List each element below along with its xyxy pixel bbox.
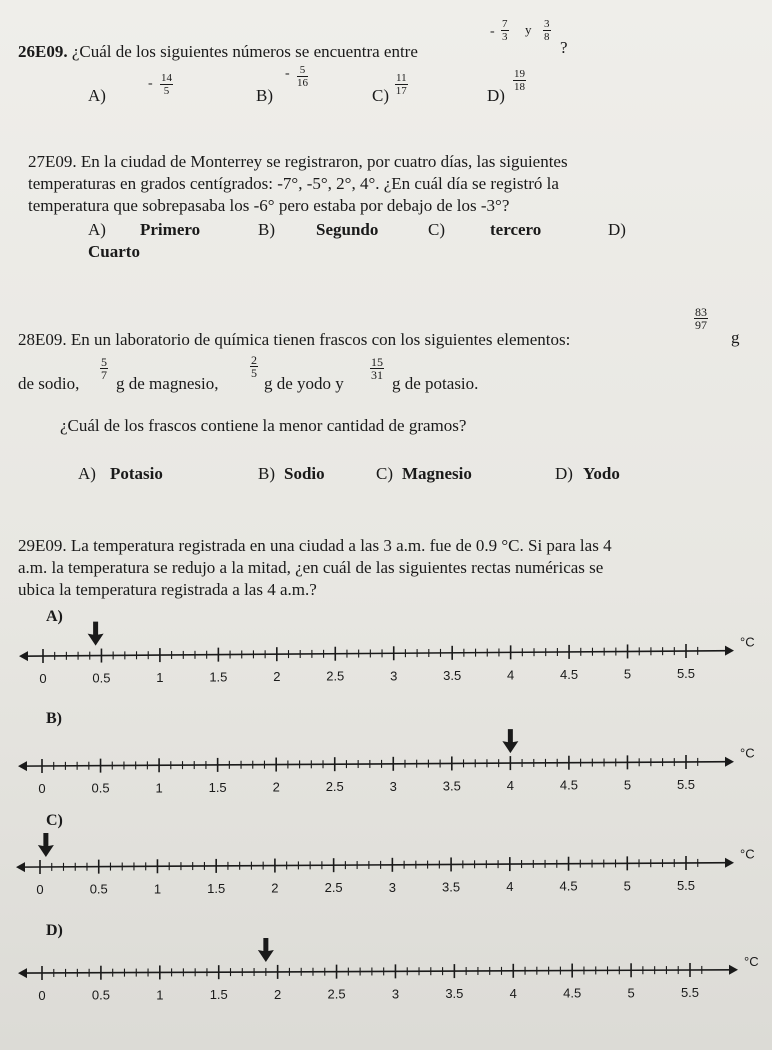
unit-label: °C	[740, 634, 755, 650]
q27-option-b-text[interactable]: Segundo	[316, 220, 379, 239]
tick-label: 3	[390, 668, 398, 684]
left-arrowhead-icon	[18, 968, 27, 978]
left-arrowhead-icon	[18, 761, 27, 771]
tick-label: 1.5	[207, 880, 226, 896]
q28-line-2-c: g de yodo y	[264, 374, 344, 393]
q26-option-d-letter[interactable]: D)	[487, 86, 505, 105]
q27-line-2: temperaturas en grados centígrados: -7°, -5°, 2°, 4°. ¿En cuál día se registró la	[28, 174, 559, 193]
q28-option-c-text[interactable]: Magnesio	[402, 464, 472, 483]
q29-option-a-label[interactable]: A)	[46, 608, 63, 625]
tick-label: 4	[506, 879, 514, 895]
q27-line-1: 27E09. En la ciudad de Monterrey se registraron, por cuatro días, las siguientes	[28, 152, 568, 171]
right-arrowhead-icon	[725, 858, 734, 868]
q26-question-mark: ?	[560, 38, 568, 57]
tick-label: 5	[627, 985, 635, 1001]
tick-label: 0	[38, 781, 46, 796]
right-arrowhead-icon	[729, 965, 738, 975]
tick-label: 1	[156, 987, 164, 1003]
tick-label: 2.5	[325, 779, 344, 795]
tick-label: 5	[623, 878, 631, 894]
q26-range-y: y	[525, 22, 532, 37]
q27-option-c-text[interactable]: tercero	[490, 220, 542, 239]
left-arrowhead-icon	[19, 651, 28, 661]
q26-option-a-fraction[interactable]: $\frac{14}{5}$	[161, 72, 172, 97]
q28-question: ¿Cuál de los frascos contiene la menor cantidad de gramos?	[60, 416, 467, 435]
number-line-b-axis	[22, 762, 730, 766]
tick-label: 0.5	[92, 670, 111, 686]
number-line-d-axis	[22, 970, 734, 973]
q26-option-b-letter[interactable]: B)	[256, 86, 273, 105]
tick-label: 5.5	[676, 666, 696, 681]
left-arrowhead-icon	[16, 862, 25, 872]
unit-label: °C	[744, 953, 759, 969]
q26-option-c-fraction[interactable]: $\frac{11}{17}$	[395, 72, 407, 97]
tick-label: 5	[623, 666, 632, 682]
q29-line-2: a.m. la temperatura se redujo a la mitad, ¿en cuál de las siguientes rectas numéricas se	[18, 558, 604, 577]
tick-label: 3.5	[442, 879, 461, 895]
tick-label: 4.5	[563, 985, 582, 1001]
q26-range-a-sign: -	[490, 24, 495, 39]
marker-arrow-icon	[38, 833, 54, 857]
tick-label: 0	[39, 671, 47, 686]
tick-label: 4	[507, 667, 515, 683]
q29-option-d-label[interactable]: D)	[46, 922, 63, 939]
q27-option-b-letter[interactable]: B)	[258, 220, 275, 239]
number-line-a-axis	[23, 651, 730, 656]
right-arrowhead-icon	[725, 757, 734, 767]
tick-label: 4.5	[560, 666, 579, 682]
tick-label: 0.5	[91, 987, 110, 1003]
marker-arrow-icon	[258, 938, 274, 962]
tick-label: 2	[273, 669, 281, 685]
q27-option-d-letter[interactable]: D)	[608, 220, 626, 239]
marker-arrow-icon	[502, 729, 518, 753]
q27-option-d-text[interactable]: Cuarto	[88, 242, 140, 261]
q28-sodium-fraction: $\frac{83}{97}$	[695, 305, 707, 332]
q26-option-d-fraction[interactable]: $\frac{19}{18}$	[514, 68, 525, 93]
q29-line-3: ubica la temperatura registrada a las 4 a.m.?	[18, 580, 317, 599]
q26-option-b-sign: -	[285, 66, 290, 81]
tick-label: 5.5	[676, 878, 696, 893]
tick-label: 0.5	[89, 881, 108, 897]
marker-arrow-icon	[88, 622, 104, 646]
tick-label: 4	[506, 778, 514, 794]
q26-range-b-fraction: $\frac{3}{8}$	[544, 18, 550, 43]
q28-line-2-a: de sodio,	[18, 374, 80, 393]
q28-option-d-letter[interactable]: D)	[555, 464, 573, 483]
q28-option-c-letter[interactable]: C)	[376, 464, 393, 483]
q28-unit-g: g	[731, 328, 740, 347]
q28-potassium-fraction: $\frac{15}{31}$	[371, 355, 383, 382]
tick-label: 2	[271, 880, 279, 896]
q27-option-c-letter[interactable]: C)	[428, 220, 445, 239]
tick-label: 1	[156, 670, 164, 686]
tick-label: 0.5	[91, 780, 110, 796]
tick-label: 5	[623, 777, 632, 793]
tick-label: 3.5	[443, 667, 462, 683]
q26-option-c-letter[interactable]: C)	[372, 86, 389, 105]
tick-label: 3.5	[445, 986, 464, 1002]
tick-label: 2.5	[326, 668, 345, 684]
q28-option-a-text[interactable]: Potasio	[110, 464, 163, 483]
number-line-c-axis	[20, 863, 730, 867]
q26-text: ¿Cuál de los siguientes números se encuentra entre	[71, 42, 418, 61]
tick-label: 2	[274, 986, 282, 1002]
q28-magnesium-fraction: $\frac{5}{7}$	[101, 355, 107, 382]
tick-label: 1.5	[209, 669, 228, 685]
tick-label: 2	[272, 779, 280, 795]
tick-label: 2.5	[324, 880, 343, 896]
tick-label: 3	[389, 778, 397, 794]
tick-label: 0	[36, 882, 44, 897]
q28-option-b-letter[interactable]: B)	[258, 464, 275, 483]
q28-option-b-text[interactable]: Sodio	[284, 464, 325, 483]
q26-number: 26E09.	[18, 42, 68, 61]
q26-option-a-letter[interactable]: A)	[88, 86, 106, 105]
q27-line-3: temperatura que sobrepasaba los -6° pero estaba por debajo de los -3°?	[28, 196, 510, 215]
q28-iodine-fraction: $\frac{2}{5}$	[251, 353, 257, 380]
number-line-d[interactable]	[18, 938, 759, 1003]
q26-range-a-fraction: $\frac{7}{3}$	[502, 18, 508, 43]
q29-option-b-label[interactable]: B)	[46, 710, 62, 727]
tick-label: 1.5	[209, 987, 228, 1003]
tick-label: 0	[38, 988, 46, 1003]
unit-label: °C	[740, 745, 755, 761]
tick-label: 5.5	[680, 985, 700, 1000]
number-line-a[interactable]	[19, 622, 755, 686]
q28-line-2-d: g de potasio.	[392, 374, 479, 393]
q26-option-b-fraction[interactable]: $\frac{5}{16}$	[297, 64, 308, 89]
tick-label: 1.5	[208, 779, 227, 795]
tick-label: 5.5	[676, 777, 696, 792]
q28-option-d-text[interactable]: Yodo	[583, 464, 620, 483]
number-line-b[interactable]	[18, 729, 755, 796]
tick-label: 1	[153, 881, 162, 897]
q28-option-a-letter[interactable]: A)	[78, 464, 96, 483]
right-arrowhead-icon	[725, 646, 734, 656]
tick-label: 3	[391, 986, 400, 1002]
q27-option-a-letter[interactable]: A)	[88, 220, 106, 239]
tick-label: 4	[509, 985, 517, 1001]
q28-line-2-b: g de magnesio,	[116, 374, 219, 393]
tick-label: 3	[388, 879, 396, 895]
unit-label: °C	[740, 846, 755, 862]
q29-option-c-label[interactable]: C)	[46, 812, 63, 829]
tick-label: 2.5	[327, 986, 346, 1002]
number-line-c[interactable]	[16, 833, 755, 897]
q26-option-a-sign: -	[148, 76, 153, 91]
tick-label: 4.5	[559, 878, 578, 894]
q28-line-1: 28E09. En un laboratorio de química tienen frascos con los siguientes elementos:	[18, 330, 571, 349]
q29-line-1: 29E09. La temperatura registrada en una ciudad a las 3 a.m. fue de 0.9 °C. Si para las 4	[18, 536, 612, 555]
tick-label: 4.5	[559, 777, 578, 793]
q27-option-a-text[interactable]: Primero	[140, 220, 201, 239]
tick-label: 1	[155, 780, 163, 796]
tick-label: 3.5	[442, 778, 461, 794]
